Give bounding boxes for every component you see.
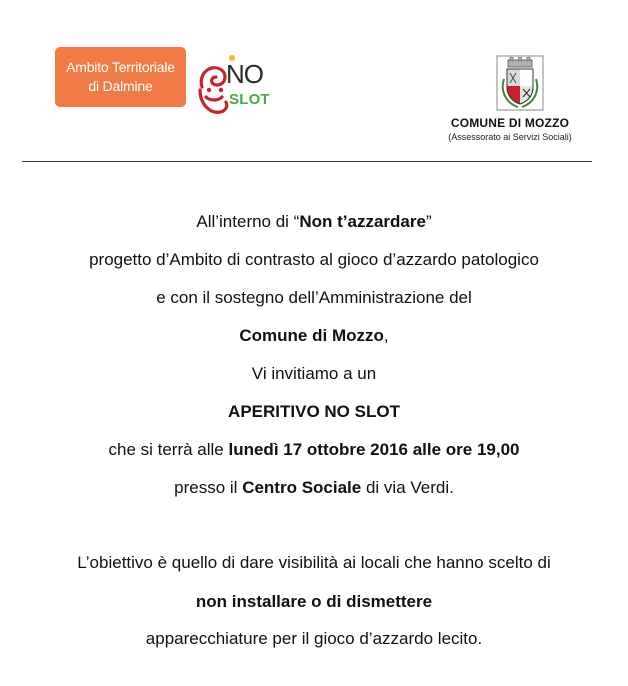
intro-suffix: ” [425,212,432,231]
ambito-territoriale-logo [55,47,186,107]
ambito-line-1: Ambito Territoriale [66,59,175,75]
event-venue: Centro Sociale [242,478,362,497]
intro-line [0,212,628,232]
objective-bold-line: non installare o di dismettere [195,592,433,611]
project-name: Non t’azzardare [299,212,426,231]
noslot-slot-text: SLOT [229,91,270,108]
comune-di-mozzo: Comune di Mozzo [239,326,384,345]
coat-of-arms-icon [496,55,544,111]
comune-line [0,326,628,346]
objective-line: L’obiettivo è quello di dare visibilità ai locali che hanno scelto di [77,553,551,572]
project-description: progetto d’Ambito di contrasto al gioco d’azzardo patologico [89,250,539,269]
letterhead [0,0,628,162]
support-line: e con il sostegno dell’Amministrazione del [156,288,472,307]
intro-prefix: All’interno di “ [196,212,300,231]
comune-comma: , [383,326,389,345]
ambito-line-2: di Dalmine [88,78,153,94]
event-location-line [0,478,628,498]
event-date-line [0,440,628,460]
noslot-no-text: NO [226,59,263,89]
comune-subtitle: (Assessorato ai Servizi Sociali) [448,132,572,142]
invite-line: Vi invitiamo a un [251,364,377,383]
event-title: APERITIVO NO SLOT [228,402,400,421]
objective-end-line: apparecchiature per il gioco d’azzardo lecito. [145,629,483,648]
header-divider [22,161,592,162]
event-date: lunedì 17 ottobre 2016 alle ore 19,00 [228,440,520,459]
location-prefix: presso il [174,478,243,497]
location-suffix: di via Verdi. [361,478,454,497]
comune-name: COMUNE DI MOZZO [450,116,570,130]
date-prefix: che si terrà alle [108,440,229,459]
